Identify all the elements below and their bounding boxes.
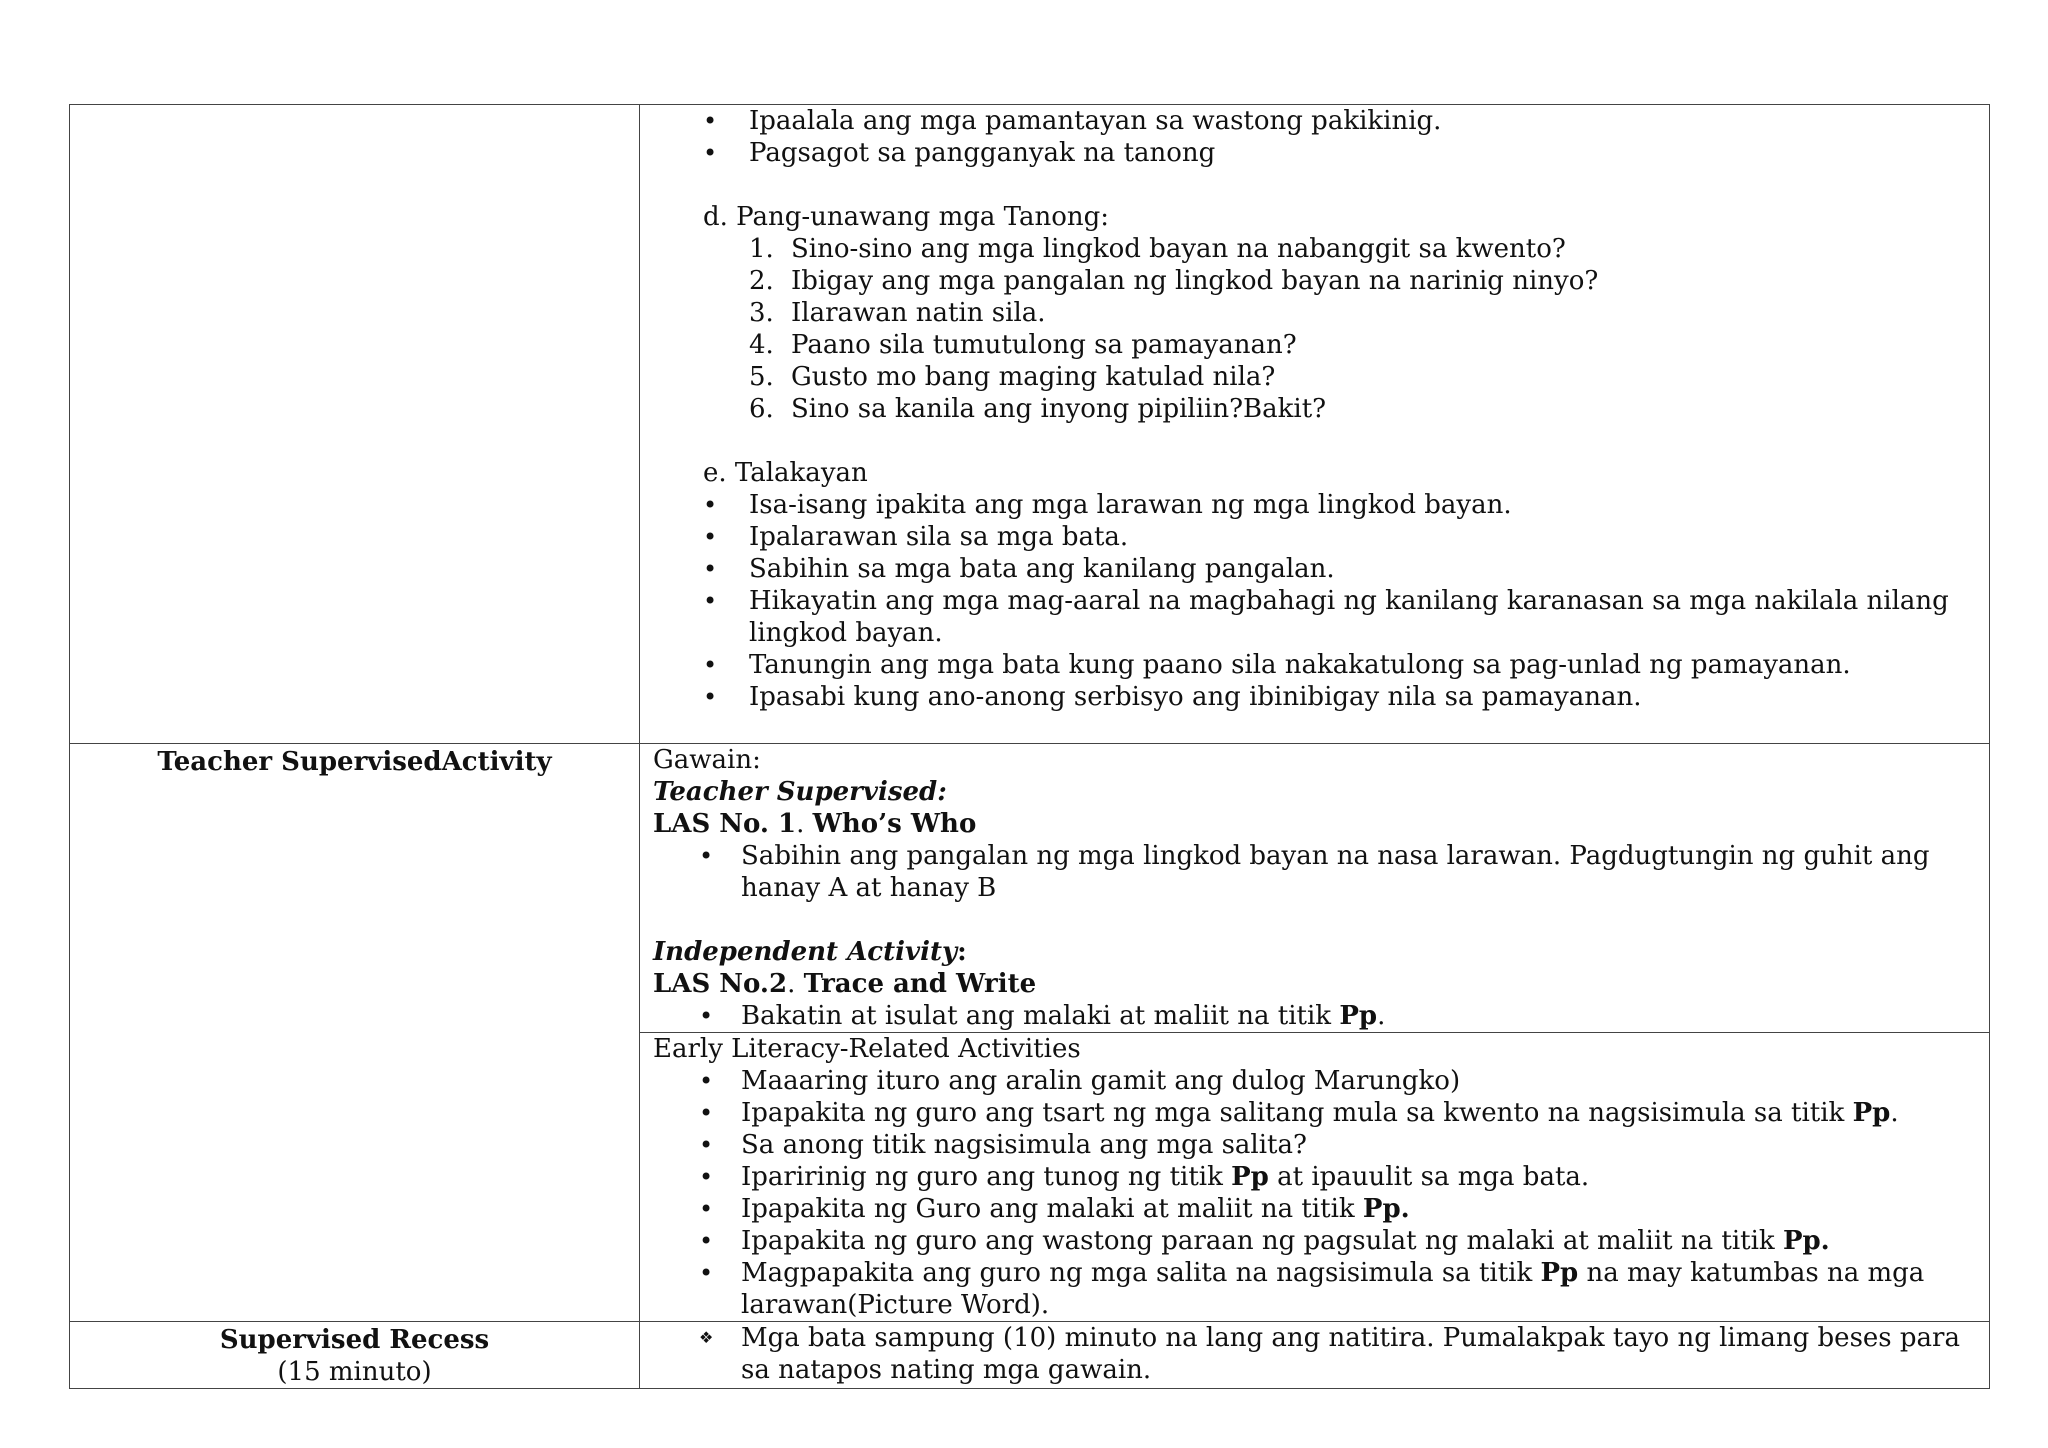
teacher-supervised-heading: Teacher Supervised: (653, 777, 947, 807)
supervised-recess-content (640, 1322, 1990, 1389)
list-item: 3. Ilarawan natin sila. (749, 298, 1046, 328)
row-discussion-content-cell (640, 105, 1990, 744)
lesson-plan-table (69, 104, 1990, 1389)
list-item: • Maaaring ituro ang aralin gamit ang dulog Marungko) (653, 1065, 1969, 1097)
teacher-supervised-label (70, 744, 640, 1322)
list-item: • Hikayatin ang mga mag-aaral na magbahagi ng kanilang karanasan sa mga nakilala nilang lingkod bayan. (703, 585, 1969, 649)
list-item: 6. Sino sa kanila ang inyong pipiliin?Bakit? (749, 394, 1327, 424)
las2-heading: LAS No.2. Trace and Write (653, 969, 1037, 999)
list-item: • Bakatin at isulat ang malaki at maliit na titik Pp. (653, 1000, 1969, 1032)
early-literacy-content (640, 1033, 1990, 1322)
list-item: • Ipapakita ng guro ang wastong paraan ng pagsulat ng malaki at maliit na titik Pp. (653, 1225, 1969, 1257)
list-item: • Ipaalala ang mga pamantayan sa wastong pakikinig. (703, 105, 1969, 137)
teacher-supervised-content (640, 744, 1990, 1033)
list-item: • Ipasabi kung ano-anong serbisyo ang ibinibigay nila sa pamayanan. (703, 681, 1969, 713)
row-discussion-label-cell (70, 105, 640, 744)
list-item: • Tanungin ang mga bata kung paano sila nakakatulong sa pag-unlad ng pamayanan. (703, 649, 1969, 681)
early-literacy-title: Early Literacy-Related Activities (653, 1034, 1081, 1064)
list-item: ❖ Mga bata sampung (10) minuto na lang ang natitira. Pumalakpak tayo ng limang beses para sa natapos nating mga gawain. (653, 1322, 1969, 1386)
list-item: • Pagsagot sa pangganyak na tanong (703, 137, 1969, 169)
list-item: 1. Sino-sino ang mga lingkod bayan na nabanggit sa kwento? (749, 234, 1566, 264)
supervised-recess-label: Supervised Recess (15 minuto) (70, 1322, 640, 1389)
row-supervised-recess (70, 1322, 1990, 1389)
section-label: Teacher SupervisedActivity (157, 747, 552, 777)
section-d-title: d. Pang-unawang mga Tanong: (703, 202, 1110, 232)
list-item: • Ipapakita ng guro ang tsart ng mga salitang mula sa kwento na nagsisimula sa titik Pp. (653, 1097, 1969, 1129)
questions-list (703, 233, 1969, 425)
gawain-label: Gawain: (653, 745, 761, 775)
list-item: • Sa anong titik nagsisimula ang mga salita? (653, 1129, 1969, 1161)
list-item: • Isa-isang ipakita ang mga larawan ng mga lingkod bayan. (703, 489, 1969, 521)
list-item: • Iparirinig ng guro ang tunog ng titik Pp at ipauulit sa mga bata. (653, 1161, 1969, 1193)
las1-heading: LAS No. 1. Who’s Who (653, 809, 977, 839)
list-item: • Magpapakita ang guro ng mga salita na nagsisimula sa titik Pp na may katumbas na mga larawan(Picture Word). (653, 1257, 1969, 1321)
list-item: • Sabihin ang pangalan ng mga lingkod bayan na nasa larawan. Pagdugtungin ng guhit ang hanay A at hanay B (653, 840, 1969, 904)
row-discussion (70, 105, 1990, 744)
list-item: • Sabihin sa mga bata ang kanilang pangalan. (703, 553, 1969, 585)
list-item: • Ipalarawan sila sa mga bata. (703, 521, 1969, 553)
row-teacher-supervised (70, 744, 1990, 1033)
section-e-title: e. Talakayan (703, 458, 868, 488)
bullets-talakayan (703, 489, 1969, 713)
list-item: 5. Gusto mo bang maging katulad nila? (749, 362, 1276, 392)
list-item: 4. Paano sila tumutulong sa pamayanan? (749, 330, 1297, 360)
list-item: • Ipapakita ng Guro ang malaki at maliit na titik Pp. (653, 1193, 1969, 1225)
list-item: 2. Ibigay ang mga pangalan ng lingkod bayan na narinig ninyo? (749, 266, 1599, 296)
independent-heading: Independent Activity: (653, 937, 967, 967)
bullets-top (703, 105, 1969, 169)
